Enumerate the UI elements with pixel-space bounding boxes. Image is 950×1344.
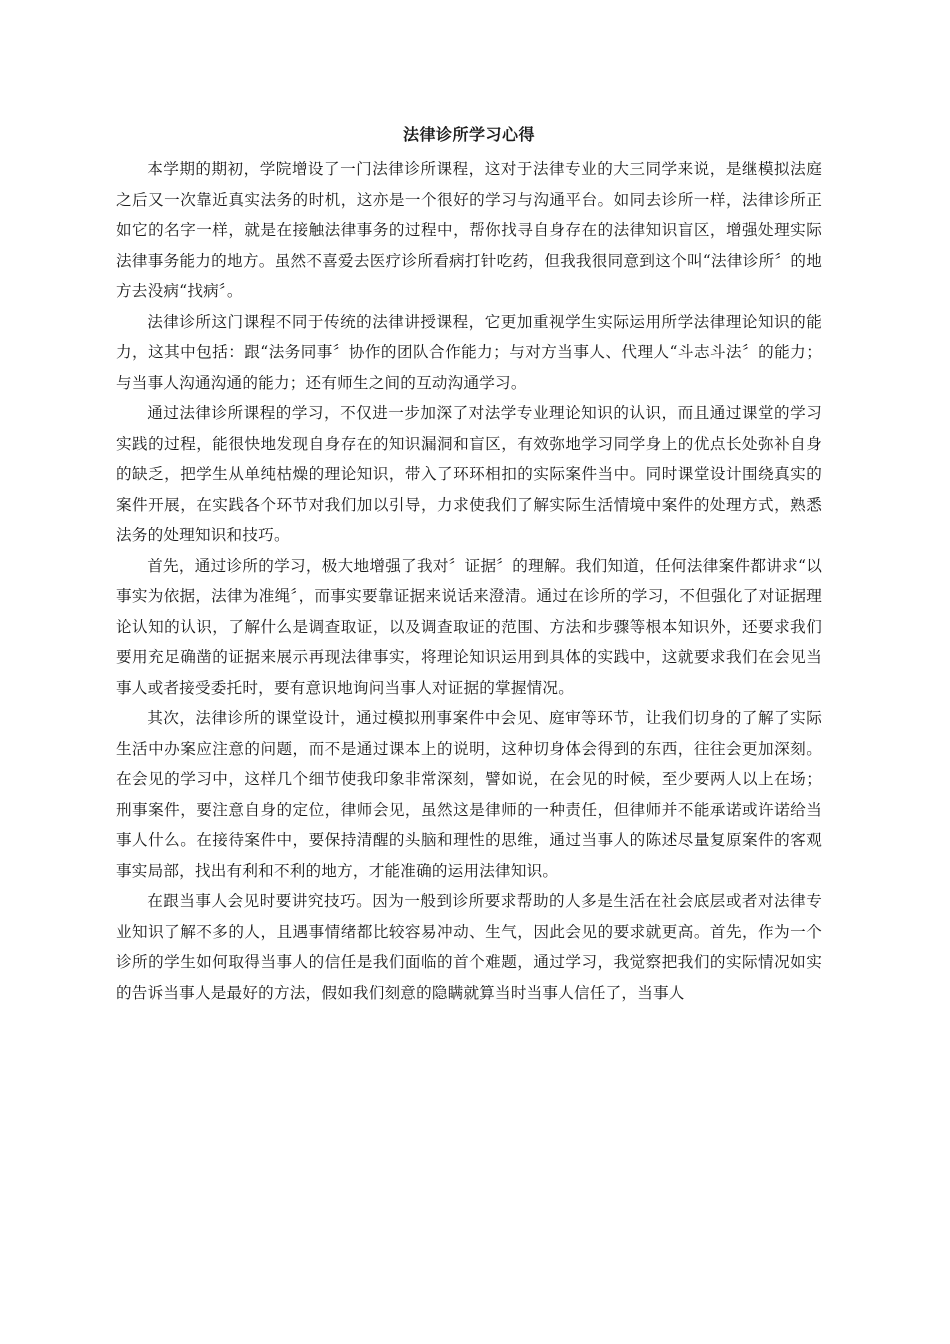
paragraph-2: 法律诊所这门课程不同于传统的法律讲授课程，它更加重视学生实际运用所学法律理论知识的能力，这其中包括：跟“法务同事〞协作的团队合作能力；与对方当事人、代理人“斗志斗法〞的能力；与当事人沟通沟通的能力；还有师生之间的互动沟通学习。: [116, 312, 822, 392]
paragraph-5: 其次，法律诊所的课堂设计，通过模拟刑事案件中会见、庭审等环节，让我们切身的了解了实际生活中办案应注意的问题，而不是通过课本上的说明，这种切身体会得到的东西，往往会更加深刻。在会见的学习中，这样几个细节使我印象非常深刻，譬如说，在会见的时候，至少要两人以上在场；刑事案件，要注意自身的定位，律师会见，虽然这是律师的一种责任，但律师并不能承诺或许诺给当事人什么。在接待案件中，要保持清醒的头脑和理性的思维，通过当事人的陈述尽量复原案件的客观事实局部，找出有利和不利的地方，才能准确的运用法律知识。: [116, 709, 822, 880]
paragraph-4: 首先，通过诊所的学习，极大地增强了我对〞证据〞的理解。我们知道，任何法律案件都讲求“以事实为依据，法律为准绳〞，而事实要靠证据来说话来澄清。通过在诊所的学习，不但强化了对证据理论认知的认识，了解什么是调查取证，以及调查取证的范围、方法和步骤等根本知识外，还要求我们要用充足确凿的证据来展示再现法律事实，将理论知识运用到具体的实践中，这就要求我们在会见当事人或者接受委托时，要有意识地询问当事人对证据的掌握情况。: [116, 556, 822, 697]
paragraph-3: 通过法律诊所课程的学习，不仅进一步加深了对法学专业理论知识的认识，而且通过课堂的学习实践的过程，能很快地发现自身存在的知识漏洞和盲区，有效弥地学习同学身上的优点长处弥补自身的缺乏，把学生从单纯枯燥的理论知识，带入了环环相扣的实际案件当中。同时课堂设计围绕真实的案件开展，在实践各个环节对我们加以引导，力求使我们了解实际生活情境中案件的处理方式，熟悉法务的处理知识和技巧。: [116, 404, 822, 544]
document-title: 法律诊所学习心得: [402, 125, 535, 144]
document-page: [116, 124, 822, 1008]
paragraph-6: 在跟当事人会见时要讲究技巧。因为一般到诊所要求帮助的人多是生活在社会底层或者对法律专业知识了解不多的人，且遇事情绪都比较容易冲动、生气，因此会见的要求就更高。首先，作为一个诊所的学生如何取得当事人的信任是我们面临的首个难题，通过学习，我觉察把我们的实际情况如实的告诉当事人是最好的方法，假如我们刻意的隐瞒就算当时当事人信任了，当事人: [116, 892, 822, 1002]
paragraph-1: 本学期的期初，学院增设了一门法律诊所课程，这对于法律专业的大三同学来说，是继模拟法庭之后又一次靠近真实法务的时机，这亦是一个很好的学习与沟通平台。如同去诊所一样，法律诊所正如它的名字一样，就是在接触法律事务的过程中，帮你找寻自身存在的法律知识盲区，增强处理实际法律事务能力的地方。虽然不喜爱去医疗诊所看病打针吃药，但我我很同意到这个叫“法律诊所〞的地方去没病“找病〞。: [116, 160, 822, 300]
